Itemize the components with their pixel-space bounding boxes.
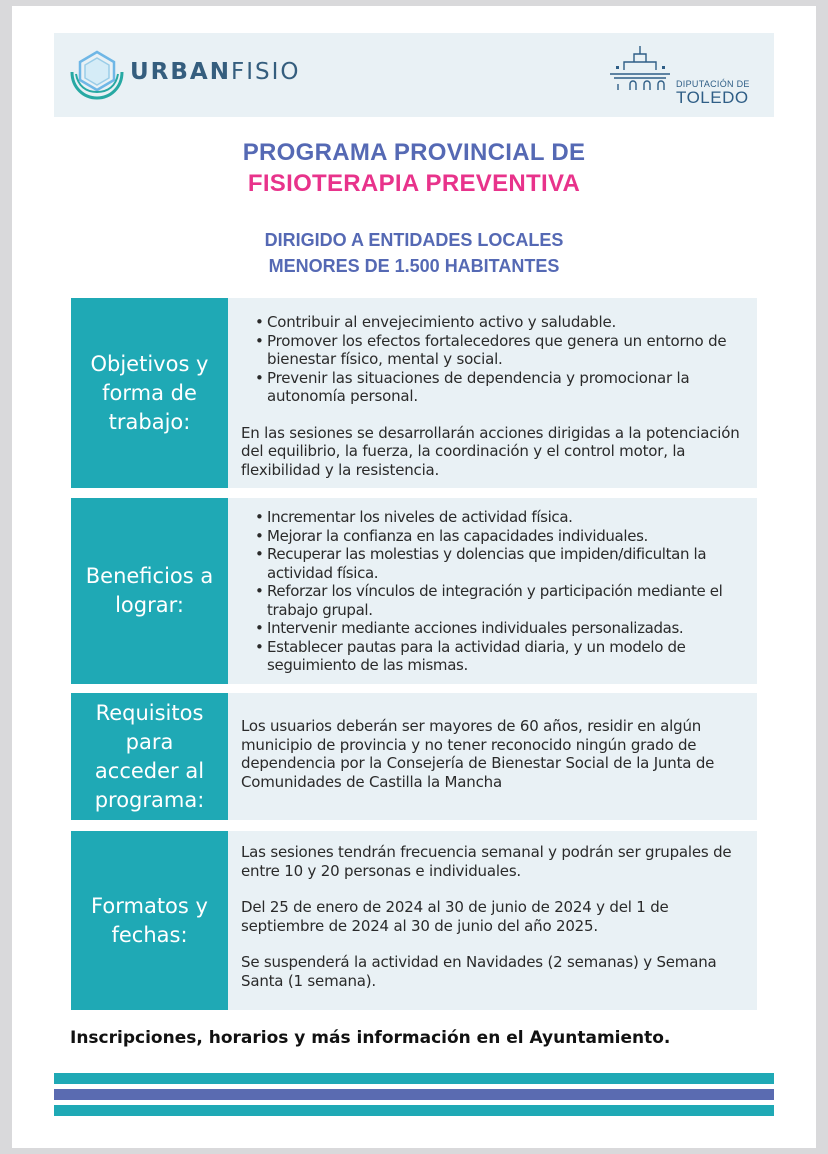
page-title-line1: PROGRAMA PROVINCIAL DE <box>242 139 586 166</box>
section-beneficios <box>71 498 757 684</box>
list-item: • Establecer pautas para la actividad diaria, y un modelo de seguimiento de las mismas. <box>241 638 747 675</box>
list-item: • Mejorar la confianza en las capacidades individuales. <box>241 527 747 546</box>
section-content <box>228 831 757 1010</box>
section-paragraph: Las sesiones tendrán frecuencia semanal y podrán ser grupales de entre 10 y 20 personas e individuales. <box>241 843 732 880</box>
page-subtitle-line1: DIRIGIDO A ENTIDADES LOCALES <box>264 230 564 250</box>
list-item: • Prevenir las situaciones de dependencia y promocionar la autonomía personal. <box>241 369 747 406</box>
list-item: • Incrementar los niveles de actividad física. <box>241 508 747 527</box>
section-formatos <box>71 831 757 1010</box>
section-label: Formatos y fechas: <box>71 831 228 1010</box>
section-paragraph: En las sesiones se desarrollarán acciones dirigidas a la potenciación del equilibrio, la fuerza, la coordinación y el control motor, la flexibilidad y la resistencia. <box>241 423 740 479</box>
section-label: Requisitos para acceder al programa: <box>71 693 228 820</box>
list-item: • Intervenir mediante acciones individuales personalizadas. <box>241 619 747 638</box>
section-content <box>228 298 757 488</box>
footer-note: Inscripciones, horarios y más información en el Ayuntamiento. <box>70 1028 671 1048</box>
brand-name-light: FISIO <box>230 59 301 85</box>
section-objetivos <box>71 298 757 488</box>
list-item: • Contribuir al envejecimiento activo y saludable. <box>241 313 747 332</box>
footer-stripe <box>54 1105 774 1116</box>
list-item: • Recuperar las molestias y dolencias que impiden/dificultan la actividad física. <box>241 545 747 582</box>
section-content <box>228 498 757 684</box>
list-item: • Promover los efectos fortalecedores que genera un entorno de bienestar físico, mental y social. <box>241 332 747 369</box>
page-title-line2: FISIOTERAPIA PREVENTIVA <box>247 170 581 197</box>
brand-name-bold: URBAN <box>130 59 231 85</box>
section-requisitos <box>71 693 757 820</box>
section-content <box>228 693 757 820</box>
page-subtitle-line2: MENORES DE 1.500 HABITANTES <box>268 256 560 276</box>
section-paragraph: Del 25 de enero de 2024 al 30 de junio de 2024 y del 1 de septiembre de 2024 al 30 de junio del año 2025. <box>241 898 669 935</box>
bullet-list <box>241 313 747 406</box>
partner-name-line2: TOLEDO <box>676 88 749 107</box>
section-label: Objetivos y forma de trabajo: <box>71 298 228 488</box>
urbanfisio-logo-icon <box>66 44 128 106</box>
partner-name-line1: DIPUTACIÓN DE <box>676 79 750 89</box>
brand-name <box>130 59 300 85</box>
footer-stripe <box>54 1073 774 1084</box>
bullet-list <box>241 508 747 675</box>
list-item: • Reforzar los vínculos de integración y participación mediante el trabajo grupal. <box>241 582 747 619</box>
footer-stripe <box>54 1089 774 1100</box>
section-label: Beneficios a lograr: <box>71 498 228 684</box>
section-paragraph: Los usuarios deberán ser mayores de 60 años, residir en algún municipio de provincia y no tener reconocido ningún grado de dependencia por la Consejería de Bienestar Social de la Junta de Comunidades de Castilla la Mancha <box>241 717 715 791</box>
section-paragraph: Se suspenderá la actividad en Navidades (2 semanas) y Semana Santa (1 semana). <box>241 953 717 990</box>
